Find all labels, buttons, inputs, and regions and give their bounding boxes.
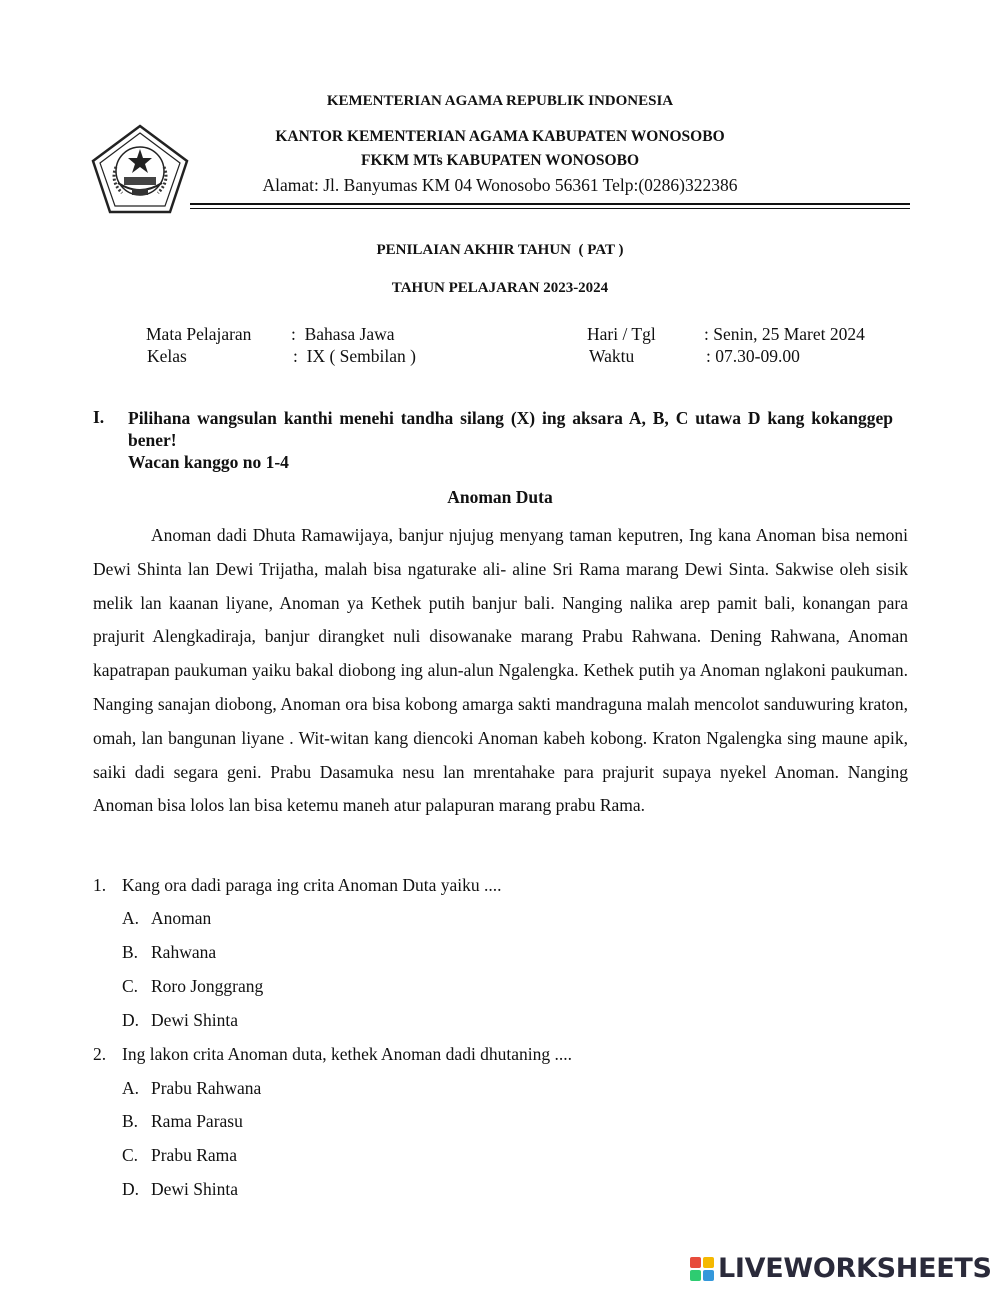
exam-year: TAHUN PELAJARAN 2023-2024 xyxy=(391,280,609,296)
option-text: Prabu Rama xyxy=(151,1145,238,1165)
q2-option-b[interactable] xyxy=(122,1111,522,1135)
forum-name: FKKM MTs KABUPATEN WONOSOBO xyxy=(360,152,640,169)
date-value: : Senin, 25 Maret 2024 xyxy=(704,324,865,344)
option-text: Prabu Rahwana xyxy=(151,1078,262,1098)
option-text: Roro Jonggrang xyxy=(151,976,264,996)
q1-option-c[interactable] xyxy=(122,976,522,1000)
option-letter: C. xyxy=(122,1145,139,1165)
option-text: Rama Parasu xyxy=(151,1111,243,1131)
option-letter: B. xyxy=(122,1111,139,1131)
exam-title: PENILAIAN AKHIR TAHUN ( PAT ) xyxy=(376,242,624,258)
time-value: : 07.30-09.00 xyxy=(706,346,800,366)
option-letter: A. xyxy=(122,1078,140,1098)
question-1 xyxy=(93,875,893,899)
q1-option-d[interactable] xyxy=(122,1010,522,1034)
office-name: KANTOR KEMENTERIAN AGAMA KABUPATEN WONOSOBO xyxy=(275,128,725,145)
option-letter: A. xyxy=(122,908,140,928)
option-text: Dewi Shinta xyxy=(151,1179,239,1199)
q2-option-d[interactable] xyxy=(122,1179,522,1203)
header-divider-thin xyxy=(190,208,910,209)
question-text: Kang ora dadi paraga ing crita Anoman Duta yaiku .... xyxy=(122,875,502,895)
question-number: 1. xyxy=(93,875,107,895)
time-label: Waktu xyxy=(589,346,635,366)
address: Alamat: Jl. Banyumas KM 04 Wonosobo 56361 Telp:(0286)322386 xyxy=(262,175,738,195)
option-letter: D. xyxy=(122,1010,140,1030)
option-letter: C. xyxy=(122,976,139,996)
option-text: Dewi Shinta xyxy=(151,1010,239,1030)
liveworksheets-watermark[interactable] xyxy=(690,1253,990,1285)
q2-option-a[interactable] xyxy=(122,1078,522,1102)
q1-option-b[interactable] xyxy=(122,942,522,966)
question-2 xyxy=(93,1044,893,1068)
ministry-name: KEMENTERIAN AGAMA REPUBLIK INDONESIA xyxy=(326,93,674,109)
passage-text: Anoman dadi Dhuta Ramawijaya, banjur njujug menyang taman keputren, Ing kana Anoman bisa nemoni Dewi Shinta lan Dewi Trijatha, malah bisa ngaturake ali- aline Sri Rama marang Dewi Sinta. Sakwise oleh sisik melik lan kaanan liyane, Anoman ya Kethek putih banjur bali. Nanging nalika arep pamit bali, konangan para prajurit Alengkadiraja, banjur dirangket nuli disowanake marang Prabu Rahwana. Dening Rahwana, Anoman kapatrapan paukuman yaiku bakal diobong ing alun-alun Ngalengka. Kethek putih ya Anoman nglakoni paukuman. Nanging sanajan diobong, Anoman ora bisa kobong amarga sakti mandraguna malah mencolot sanduwuring kraton, omah, lan bangunan liyane . Wit-witan kang diencoki Anoman kabeh kobong. Kraton Ngalengka sing maune apik, saiki dadi segara geni. Prabu Dasamuka nesu lan mrentahake para prajurit supaya nyekel Anoman. Nanging Anoman bisa lolos lan bisa ketemu maneh atur palapuran marang prabu Rama. xyxy=(93,525,908,816)
header-divider-thick xyxy=(190,203,910,205)
q1-option-a[interactable] xyxy=(122,908,522,932)
question-number: 2. xyxy=(93,1044,107,1064)
reading-note: Wacan kanggo no 1-4 xyxy=(128,452,289,472)
option-letter: B. xyxy=(122,942,139,962)
class-value: : IX ( Sembilan ) xyxy=(293,346,416,366)
class-label: Kelas xyxy=(147,346,187,366)
q2-option-c[interactable] xyxy=(122,1145,522,1169)
option-text: Anoman xyxy=(151,908,212,928)
liveworksheets-logo-icon xyxy=(690,1257,714,1286)
date-label: Hari / Tgl xyxy=(587,324,656,344)
section-instruction-block xyxy=(128,407,893,473)
option-letter: D. xyxy=(122,1179,140,1199)
option-text: Rahwana xyxy=(151,942,217,962)
section-number: I. xyxy=(93,407,105,427)
question-text: Ing lakon crita Anoman duta, kethek Anoman dadi dhutaning .... xyxy=(122,1044,573,1064)
liveworksheets-wordmark: LIVEWORKSHEETS xyxy=(718,1253,992,1284)
subject-value: : Bahasa Jawa xyxy=(291,324,395,344)
section-instruction: Pilihana wangsulan kanthi menehi tandha silang (X) ing aksara A, B, C utawa D kang kokanggep bener! xyxy=(128,408,893,450)
subject-label: Mata Pelajaran xyxy=(146,324,252,344)
passage-title: Anoman Duta xyxy=(447,487,553,507)
